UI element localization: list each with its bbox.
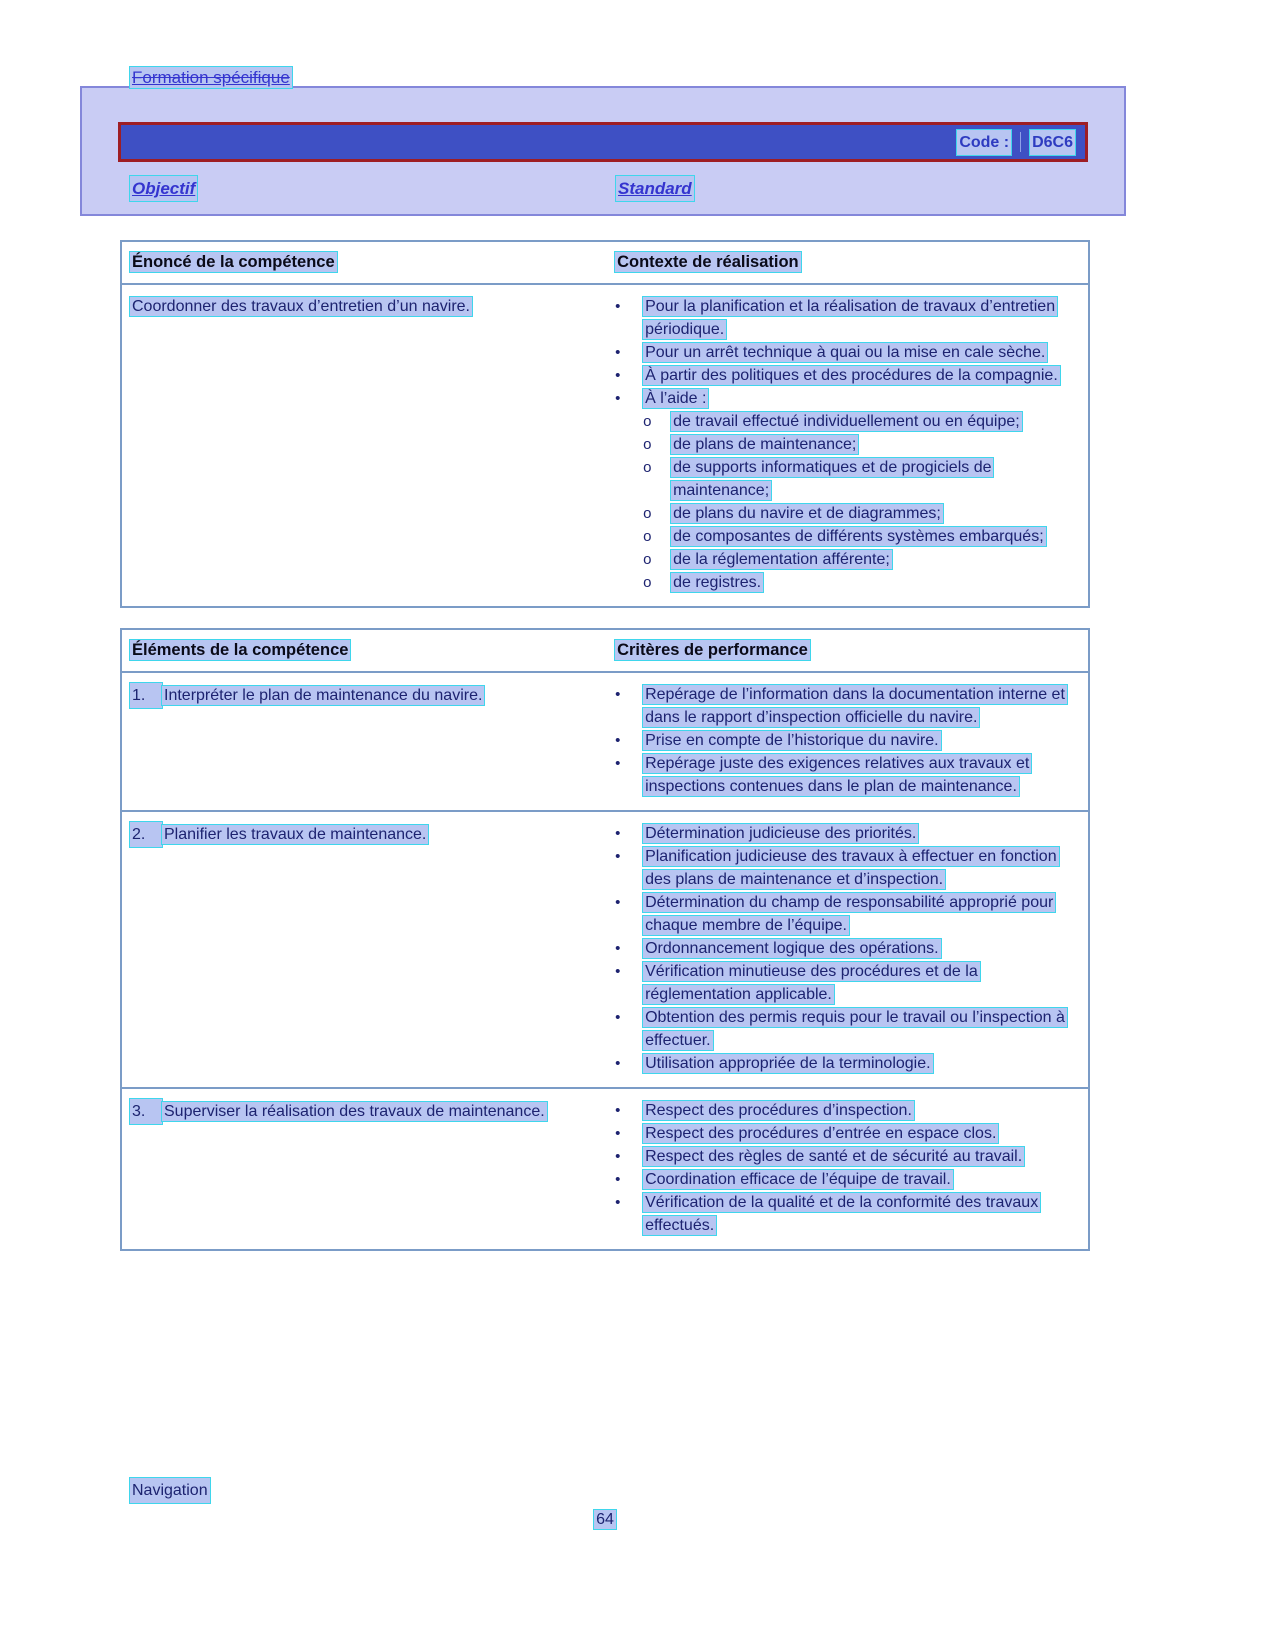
bullet-marker-icon: o bbox=[643, 436, 652, 453]
bullet-marker-icon: • bbox=[615, 1148, 621, 1165]
sub-bullet-item bbox=[643, 456, 1078, 502]
left-cell-text: Interpréter le plan de maintenance du navire. bbox=[164, 687, 483, 704]
sub-bullet-item bbox=[643, 571, 1078, 594]
bullet-item bbox=[615, 295, 1078, 341]
bullet-marker-icon: • bbox=[615, 848, 621, 865]
item-number: 1. bbox=[130, 683, 162, 708]
right-cell bbox=[603, 672, 1089, 811]
bullet-text: Vérification minutieuse des procédures et de la réglementation applicable. bbox=[645, 963, 978, 1003]
bullet-marker-icon: o bbox=[643, 551, 652, 568]
column-header bbox=[121, 241, 603, 284]
column-header-text: Énoncé de la compétence bbox=[132, 253, 335, 271]
bullet-item bbox=[615, 1122, 1078, 1145]
objectif-standard-row bbox=[118, 176, 1088, 202]
bullet-marker-icon: • bbox=[615, 1009, 621, 1026]
sub-bullet-item bbox=[643, 433, 1078, 456]
bullet-marker-icon: • bbox=[615, 298, 621, 315]
bullet-marker-icon: • bbox=[615, 755, 621, 772]
bullet-text: de travail effectué individuellement ou en équipe; bbox=[673, 413, 1020, 430]
left-cell bbox=[121, 1088, 603, 1250]
code-label: Code : bbox=[957, 130, 1011, 155]
objectif-label: Objectif bbox=[130, 176, 197, 201]
bullet-text: Ordonnancement logique des opérations. bbox=[645, 940, 939, 957]
column-header bbox=[121, 629, 603, 672]
bullet-text: Prise en compte de l’historique du navire. bbox=[645, 732, 939, 749]
left-cell-content bbox=[130, 1099, 587, 1124]
column-header-text: Éléments de la compétence bbox=[132, 641, 349, 659]
bullet-marker-icon: o bbox=[643, 528, 652, 545]
bullet-marker-icon: o bbox=[643, 413, 652, 430]
page-number: 64 bbox=[596, 1511, 614, 1528]
bullet-marker-icon: • bbox=[615, 1171, 621, 1188]
bullet-marker-icon: • bbox=[615, 344, 621, 361]
bullet-item bbox=[615, 729, 1078, 752]
sub-bullet-item bbox=[643, 548, 1078, 571]
right-cell bbox=[603, 811, 1089, 1088]
header-row bbox=[121, 241, 1089, 284]
sub-bullet-item bbox=[643, 502, 1078, 525]
item-number: 2. bbox=[130, 822, 162, 847]
bullet-item bbox=[615, 1191, 1078, 1237]
left-cell bbox=[121, 672, 603, 811]
bullet-text: de plans du navire et de diagrammes; bbox=[673, 505, 941, 522]
bullet-text: de la réglementation afférente; bbox=[673, 551, 890, 568]
section-label-link[interactable]: Formation spécifique bbox=[132, 68, 290, 87]
bullet-item bbox=[615, 960, 1078, 1006]
bullet-text: Pour la planification et la réalisation de travaux d’entretien périodique. bbox=[645, 298, 1056, 338]
bullet-text: À l’aide : bbox=[645, 390, 707, 407]
code-divider bbox=[1020, 132, 1021, 152]
bullet-marker-icon: o bbox=[643, 459, 652, 476]
left-cell bbox=[121, 284, 603, 607]
bullet-text: Coordination efficace de l’équipe de travail. bbox=[645, 1171, 951, 1188]
bullet-item bbox=[615, 1006, 1078, 1052]
bullet-item bbox=[615, 1099, 1078, 1122]
bullet-item bbox=[615, 937, 1078, 960]
table-row bbox=[121, 1088, 1089, 1250]
left-cell-text: Superviser la réalisation des travaux de maintenance. bbox=[164, 1103, 545, 1120]
header-row bbox=[121, 629, 1089, 672]
bullet-text: Utilisation appropriée de la terminologie. bbox=[645, 1055, 931, 1072]
bullet-text: Détermination du champ de responsabilité approprié pour chaque membre de l’équipe. bbox=[645, 894, 1054, 934]
sub-bullet-item bbox=[643, 525, 1078, 548]
bullet-text: de plans de maintenance; bbox=[673, 436, 857, 453]
left-cell-text: Coordonner des travaux d’entretien d’un navire. bbox=[132, 298, 470, 315]
bullet-text: Respect des règles de santé et de sécurité au travail. bbox=[645, 1148, 1023, 1165]
left-cell bbox=[121, 811, 603, 1088]
bullet-item bbox=[615, 752, 1078, 798]
bullet-text: Pour un arrêt technique à quai ou la mise en cale sèche. bbox=[645, 344, 1046, 361]
bullet-text: Repérage de l’information dans la documentation interne et dans le rapport d’inspection officielle du navire. bbox=[645, 686, 1065, 726]
bullet-text: Détermination judicieuse des priorités. bbox=[645, 825, 917, 842]
bullet-item bbox=[615, 683, 1078, 729]
column-header bbox=[603, 629, 1089, 672]
page-footer bbox=[120, 1478, 1090, 1531]
table-row bbox=[121, 811, 1089, 1088]
left-cell-text: Planifier les travaux de maintenance. bbox=[164, 826, 427, 843]
program-name: Navigation bbox=[130, 1478, 210, 1503]
bullet-text: Respect des procédures d’inspection. bbox=[645, 1102, 912, 1119]
bullet-marker-icon: o bbox=[643, 505, 652, 522]
bullet-marker-icon: • bbox=[615, 367, 621, 384]
sub-bullet-item bbox=[643, 410, 1078, 433]
bullet-text: de supports informatiques et de progiciels de maintenance; bbox=[673, 459, 992, 499]
bullet-item bbox=[615, 1145, 1078, 1168]
bullet-marker-icon: • bbox=[615, 1102, 621, 1119]
bullet-text: Repérage juste des exigences relatives aux travaux et inspections contenues dans le plan de maintenance. bbox=[645, 755, 1030, 795]
bullet-item bbox=[615, 822, 1078, 845]
bullet-marker-icon: • bbox=[615, 963, 621, 980]
competence-table bbox=[120, 240, 1090, 608]
bullet-text: Obtention des permis requis pour le travail ou l’inspection à effectuer. bbox=[645, 1009, 1065, 1049]
bullet-item bbox=[615, 341, 1078, 364]
standard-label: Standard bbox=[616, 176, 694, 201]
bullet-text: de composantes de différents systèmes embarqués; bbox=[673, 528, 1044, 545]
bullet-marker-icon: • bbox=[615, 940, 621, 957]
bullet-item bbox=[615, 364, 1078, 387]
bullet-text: Respect des procédures d’entrée en espace clos. bbox=[645, 1125, 997, 1142]
elements-table bbox=[120, 628, 1090, 1251]
table-row bbox=[121, 284, 1089, 607]
right-cell bbox=[603, 1088, 1089, 1250]
section-header bbox=[130, 66, 292, 89]
left-cell-content bbox=[130, 822, 587, 847]
bullet-text: Vérification de la qualité et de la conformité des travaux effectués. bbox=[645, 1194, 1039, 1234]
left-cell-content bbox=[130, 295, 587, 318]
bullet-marker-icon: • bbox=[615, 732, 621, 749]
item-number: 3. bbox=[130, 1099, 162, 1124]
column-header-text: Contexte de réalisation bbox=[617, 253, 799, 271]
right-cell bbox=[603, 284, 1089, 607]
left-cell-content bbox=[130, 683, 587, 708]
bullet-item bbox=[615, 387, 1078, 410]
code-value: D6C6 bbox=[1030, 130, 1075, 155]
page-number-row bbox=[120, 1508, 1090, 1531]
bullet-item bbox=[615, 1052, 1078, 1075]
bullet-text: À partir des politiques et des procédures de la compagnie. bbox=[645, 367, 1058, 384]
bullet-item bbox=[615, 1168, 1078, 1191]
bullet-text: de registres. bbox=[673, 574, 762, 591]
bullet-marker-icon: • bbox=[615, 1125, 621, 1142]
bullet-marker-icon: • bbox=[615, 894, 621, 911]
table-row bbox=[121, 672, 1089, 811]
bullet-marker-icon: o bbox=[643, 574, 652, 591]
bullet-item bbox=[615, 845, 1078, 891]
bullet-marker-icon: • bbox=[615, 1194, 621, 1211]
title-banner bbox=[118, 122, 1088, 162]
header-box bbox=[80, 86, 1126, 216]
bullet-text: Planification judicieuse des travaux à effectuer en fonction des plans de maintenance et d’inspection. bbox=[645, 848, 1057, 888]
column-header bbox=[603, 241, 1089, 284]
bullet-item bbox=[615, 891, 1078, 937]
bullet-marker-icon: • bbox=[615, 825, 621, 842]
bullet-marker-icon: • bbox=[615, 1055, 621, 1072]
bullet-marker-icon: • bbox=[615, 390, 621, 407]
bullet-marker-icon: • bbox=[615, 686, 621, 703]
column-header-text: Critères de performance bbox=[617, 641, 808, 659]
